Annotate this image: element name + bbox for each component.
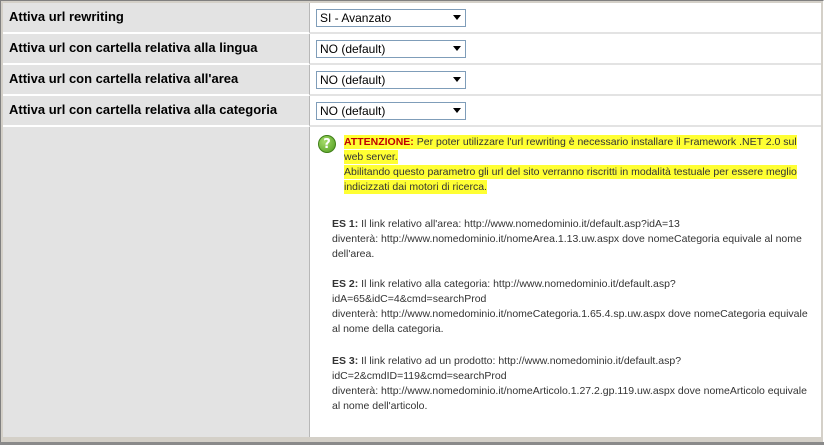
setting-value-cell xyxy=(310,3,821,34)
setting-value-cell xyxy=(310,34,821,65)
warning-text: Per poter utilizzare l'url rewriting è necessario installare il Framework .NET 2.0 sul web server. xyxy=(344,136,797,163)
settings-table xyxy=(3,3,821,437)
example-label: ES 1: xyxy=(332,218,359,230)
url-rewriting-select[interactable] xyxy=(316,9,466,27)
setting-label: Attiva url con cartella relativa all'area xyxy=(3,65,310,96)
example-label: ES 2: xyxy=(332,278,359,290)
chevron-down-icon[interactable] xyxy=(453,77,461,82)
example-line: Il link relativo all'area: http://www.nomedominio.it/default.asp?idA=13 xyxy=(358,218,680,230)
category-folder-select[interactable] xyxy=(316,102,466,120)
setting-row-url-rewriting xyxy=(3,3,821,34)
example-2 xyxy=(332,277,812,337)
info-value-cell xyxy=(310,127,821,437)
example-label: ES 3: xyxy=(332,355,359,367)
warning-title: ATTENZIONE: xyxy=(344,136,414,148)
example-line: Il link relativo alla categoria: http://www.nomedominio.it/default.asp?idA=65&idC=4&cmd=searchProd xyxy=(332,278,676,305)
select-value: NO (default) xyxy=(320,42,386,56)
example-result: diventerà: http://www.nomedominio.it/nomeArea.1.13.uw.aspx dove nomeCategoria equivale al nome dell'area. xyxy=(332,233,802,260)
setting-value-cell xyxy=(310,96,821,127)
info-label-cell xyxy=(3,127,310,437)
area-folder-select[interactable] xyxy=(316,71,466,89)
language-folder-select[interactable] xyxy=(316,40,466,58)
setting-row-area-folder xyxy=(3,65,821,96)
example-result: diventerà: http://www.nomedominio.it/nomeArticolo.1.27.2.gp.119.uw.aspx dove nomeArticolo equivale al nome dell'articolo. xyxy=(332,385,807,412)
example-1 xyxy=(332,217,812,262)
select-value: SI - Avanzato xyxy=(320,11,392,25)
setting-label: Attiva url con cartella relativa alla lingua xyxy=(3,34,310,65)
info-row xyxy=(3,127,821,437)
example-result: diventerà: http://www.nomedominio.it/nomeCategoria.1.65.4.sp.uw.aspx dove nomeCategoria equivale al nome della categoria. xyxy=(332,308,808,335)
setting-value-cell xyxy=(310,65,821,96)
setting-row-category-folder xyxy=(3,96,821,127)
example-3 xyxy=(332,354,812,414)
warning-block xyxy=(344,135,812,195)
select-value: NO (default) xyxy=(320,104,386,118)
setting-label: Attiva url rewriting xyxy=(3,3,310,34)
chevron-down-icon[interactable] xyxy=(453,108,461,113)
chevron-down-icon[interactable] xyxy=(453,46,461,51)
select-value: NO (default) xyxy=(320,73,386,87)
warning-highlight xyxy=(344,135,797,164)
help-icon: ? xyxy=(318,135,336,153)
chevron-down-icon[interactable] xyxy=(453,15,461,20)
warning-text-2: Abilitando questo parametro gli url del sito verranno riscritti in modalità testuale per essere meglio indicizzati dai motori di ricerca. xyxy=(344,166,797,193)
info-box xyxy=(310,127,814,437)
example-line: Il link relativo ad un prodotto: http://www.nomedominio.it/default.asp?idC=2&cmdID=119&cmd=searchProd xyxy=(332,355,682,382)
setting-label: Attiva url con cartella relativa alla categoria xyxy=(3,96,310,127)
setting-row-language-folder xyxy=(3,34,821,65)
